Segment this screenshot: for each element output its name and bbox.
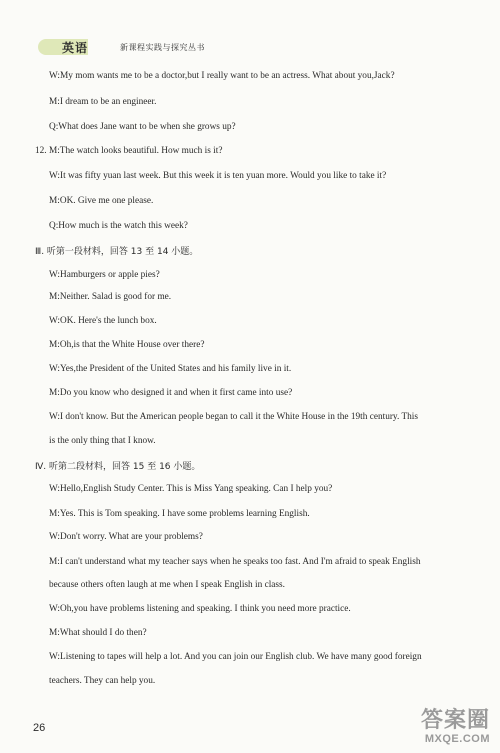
transcript-line: 12. M:The watch looks beautiful. How much is it? — [35, 146, 223, 156]
section-heading: Ⅳ. 听第二段材料，回答 15 至 16 小题。 — [35, 462, 201, 472]
transcript-line: M:Do you know who designed it and when it first came into use? — [49, 388, 293, 398]
transcript-line: M:I dream to be an engineer. — [49, 97, 157, 107]
transcript-line: M:Yes. This is Tom speaking. I have some problems learning English. — [49, 509, 310, 519]
section-heading: Ⅲ. 听第一段材料，回答 13 至 14 小题。 — [35, 247, 199, 257]
watermark-title: 答案圈 — [420, 708, 490, 733]
watermark-logo — [406, 703, 492, 745]
transcript-line: W:I don't know. But the American people began to call it the White House in the 19th century. This — [49, 412, 418, 422]
transcript-line: W:Listening to tapes will help a lot. And you can join our English club. We have many good foreign — [49, 652, 422, 662]
page-number: 26 — [33, 722, 46, 734]
transcript-line: is the only thing that I know. — [49, 436, 156, 446]
transcript-line: M:Neither. Salad is good for me. — [49, 292, 172, 302]
header-series-title: 新课程实践与探究丛书 — [120, 43, 205, 52]
header-subject: 英语 — [62, 41, 89, 55]
watermark-domain: MXQE.COM — [424, 733, 490, 745]
transcript-line: M:I can't understand what my teacher says when he speaks too fast. And I'm afraid to speak English — [49, 557, 421, 567]
page-header — [38, 37, 208, 59]
transcript-line: M:OK. Give me one please. — [49, 196, 154, 206]
transcript-line: because others often laugh at me when I speak English in class. — [49, 580, 285, 590]
transcript-line: W:My mom wants me to be a doctor,but I really want to be an actress. What about you,Jack? — [49, 71, 395, 81]
transcript-line: W:Yes,the President of the United States and his family live in it. — [49, 364, 292, 374]
transcript-line: W:Don't worry. What are your problems? — [49, 532, 203, 542]
transcript-line: Q:How much is the watch this week? — [49, 221, 188, 231]
transcript-line: W:OK. Here's the lunch box. — [49, 316, 157, 326]
transcript-line: W:Oh,you have problems listening and speaking. I think you need more practice. — [49, 604, 351, 614]
transcript-line: M:Oh,is that the White House over there? — [49, 340, 205, 350]
transcript-line: W:Hamburgers or apple pies? — [49, 270, 160, 280]
transcript-line: W:Hello,English Study Center. This is Miss Yang speaking. Can I help you? — [49, 484, 333, 494]
transcript-line: W:It was fifty yuan last week. But this week it is ten yuan more. Would you like to take it? — [49, 171, 387, 181]
transcript-line: Q:What does Jane want to be when she grows up? — [49, 122, 236, 132]
transcript-line: M:What should I do then? — [49, 628, 147, 638]
transcript-line: teachers. They can help you. — [49, 676, 156, 686]
